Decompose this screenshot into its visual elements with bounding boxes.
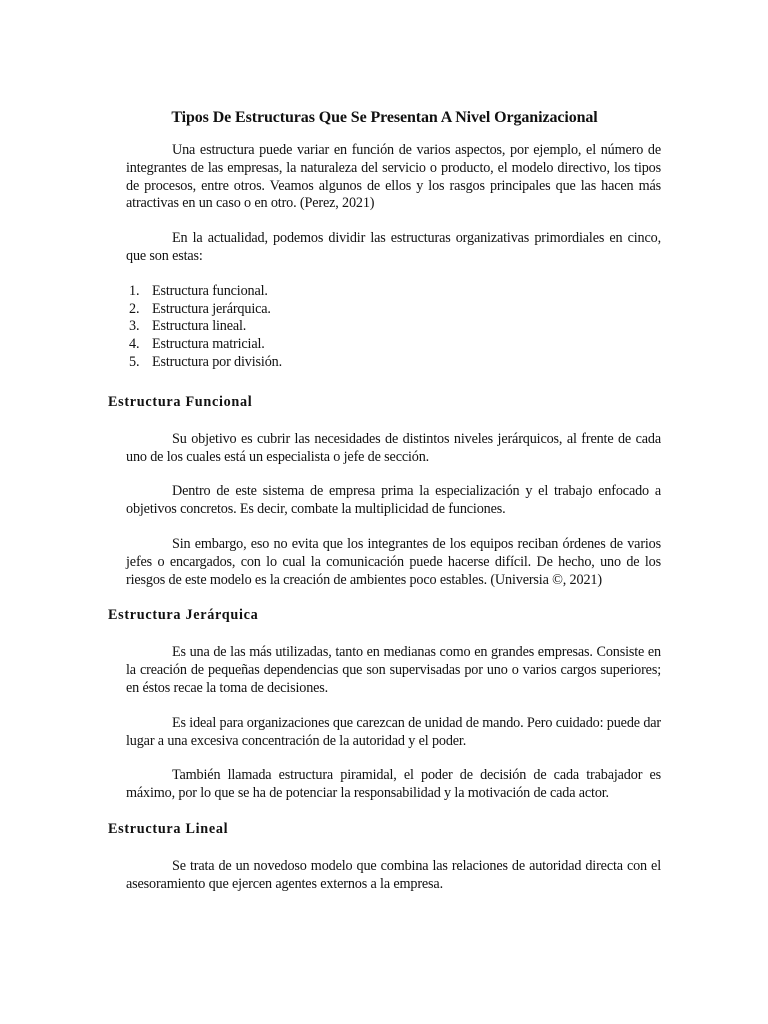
list-item-number: 1. — [129, 282, 140, 299]
list-item-number: 2. — [129, 300, 140, 317]
list-item — [126, 318, 661, 336]
section-estructura-jerarquica — [108, 606, 661, 803]
list-item — [126, 301, 661, 319]
section-estructura-lineal — [108, 820, 661, 894]
list-item — [126, 336, 661, 354]
structure-types-list — [126, 283, 661, 372]
section-heading: Estructura Jerárquica — [108, 607, 259, 624]
section-paragraph: Dentro de este sistema de empresa prima la especialización y el trabajo enfocado a objetivos concretos. Es decir, combate la multiplicidad de funciones. — [126, 483, 661, 518]
intro-paragraph: En la actualidad, podemos dividir las estructuras organizativas primordiales en cinco, que son estas: — [126, 230, 661, 264]
list-item-text: Estructura lineal. — [152, 318, 247, 335]
list-item-number: 5. — [129, 353, 140, 370]
section-heading: Estructura Lineal — [108, 820, 229, 837]
document-content — [108, 108, 661, 911]
list-item-text: Estructura funcional. — [152, 282, 268, 299]
list-item-number: 4. — [129, 336, 140, 353]
section-heading: Estructura Funcional — [108, 393, 253, 410]
list-item-text: Estructura por división. — [152, 353, 282, 370]
section-estructura-funcional — [108, 393, 661, 590]
section-paragraph: Sin embargo, eso no evita que los integrantes de los equipos reciban órdenes de varios jefes o encargados, con lo cual la comunicación puede hacerse difícil. De hecho, uno de los riesgos de este modelo es la creación de ambientes poco estables. (Universia ©, 2021) — [126, 535, 661, 588]
section-paragraph: También llamada estructura piramidal, el poder de decisión de cada trabajador es máximo, por lo que se ha de potenciar la responsabilidad y la motivación de cada actor. — [126, 767, 661, 802]
section-paragraph: Es ideal para organizaciones que carezcan de unidad de mando. Pero cuidado: puede dar lugar a una excesiva concentración de la autoridad y el poder. — [126, 714, 661, 749]
list-item-text: Estructura jerárquica. — [152, 300, 271, 317]
section-paragraph: Se trata de un novedoso modelo que combina las relaciones de autoridad directa con el asesoramiento que ejercen agentes externos a la empresa. — [126, 857, 661, 892]
list-item-number: 3. — [129, 318, 140, 335]
section-paragraph: Su objetivo es cubrir las necesidades de distintos niveles jerárquicos, al frente de cada uno de los cuales está un especialista o jefe de sección. — [126, 430, 661, 465]
list-item — [126, 283, 661, 301]
intro-paragraph: Una estructura puede variar en función de varios aspectos, por ejemplo, el número de integrantes de las empresas, la naturaleza del servicio o producto, el modelo directivo, los tipos de procesos, entre otros. Veamos algunos de ellos y los rasgos principales que las hacen más atractivas en un caso o en otro. (Perez, 2021) — [126, 142, 661, 212]
list-item — [126, 354, 661, 372]
list-item-text: Estructura matricial. — [152, 336, 265, 353]
document-title: Tipos De Estructuras Que Se Presentan A Nivel Organizacional — [171, 109, 598, 126]
section-paragraph: Es una de las más utilizadas, tanto en medianas como en grandes empresas. Consiste en la creación de pequeñas dependencias que son supervisadas por uno o varios cargos superiores; en éstos recae la toma de decisiones. — [126, 644, 661, 696]
